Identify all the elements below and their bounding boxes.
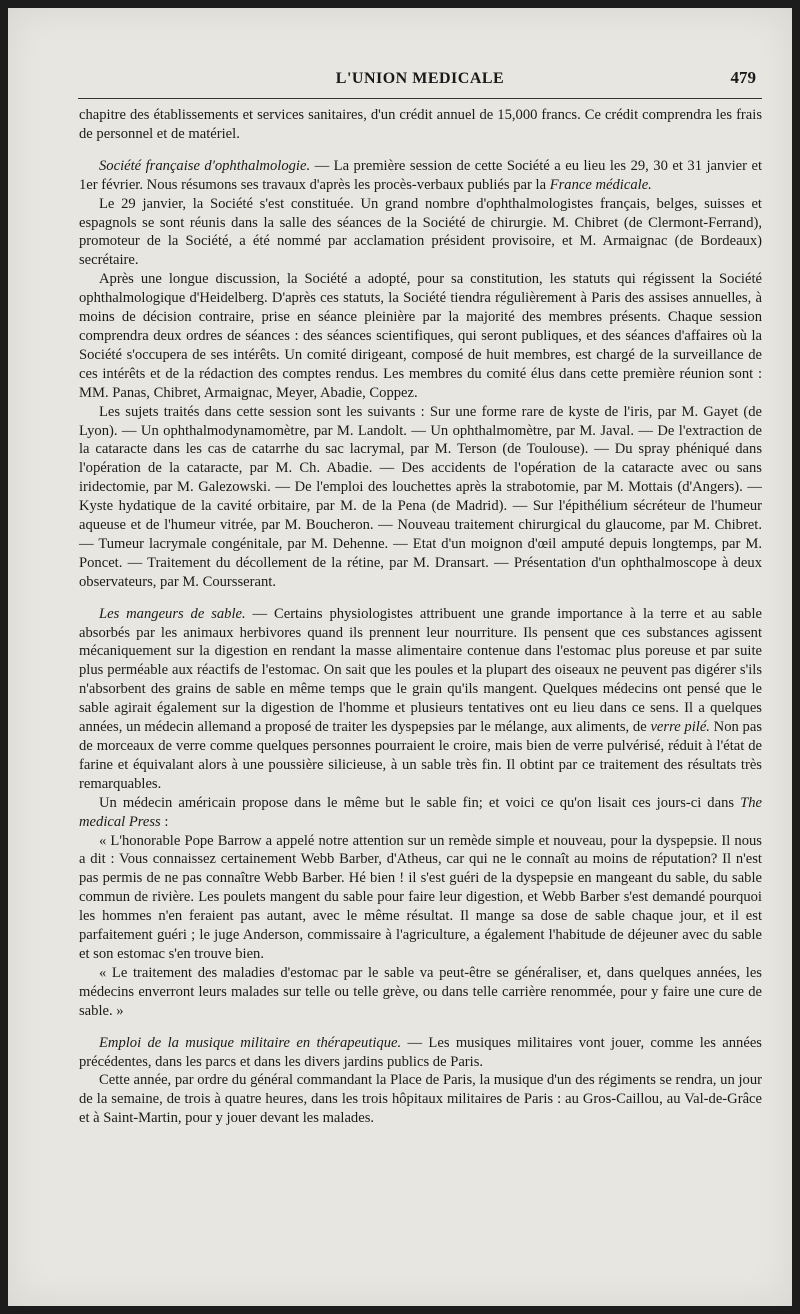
paragraph-text: — La première session de cette Société a eu lieu les 29, 30 et 31 janvier et 1er février. Nous résumons ses travaux d'après les procès-verbaux publiés par la: [79, 157, 763, 193]
section-title-ophthalmology: Société française d'ophthalmologie.: [99, 157, 311, 174]
paragraph-text: — Certains physiologistes attribuent une grande importance à la terre et au sable absorbés par les animaux herbivores quand ils prennent leur nourriture. Ils pensent que ces substances agissent mécaniquement sur la digestion en rendant la masse alimentaire contenue dans l'estomac plus poreuse et par suite plus perméable aux réactifs de l'estomac. On sait que les poules et la plupart des oiseaux ne peuvent pas digérer s'ils n'absorbent des grains de sable en même temps que le grain qu'ils mangent. Quelques médecins ont pensé que le sable agirait également sur la digestion de l'homme et plusieurs tentatives ont eu lieu dans ce sens. Il a quelques années, un médecin allemand a proposé de traiter les dyspepsies par le mélange, aux aliments, de: [79, 605, 762, 736]
page-header: [78, 66, 762, 99]
paragraph-text: Un médecin américain propose dans le même but le sable fin; et voici ce qu'on lisait ces jours-ci dans: [99, 794, 741, 811]
paragraph-military-music: [79, 1034, 762, 1072]
paragraph-text: — Les musiques militaires vont jouer, comme les années précédentes, dans les parcs et dans les divers jardins publics de Paris.: [79, 1034, 762, 1070]
paragraph-subjects: Les sujets traités dans cette session sont les suivants : Sur une forme rare de kyste de l'iris, par M. Gayet (de Lyon). — Un ophthalmodynamomètre, par M. Landolt. — Un ophthalmomètre, par M. Javal. — De l'extraction de la cataracte dans les cas de catarrhe du sac lacrymal, par M. Terson (de Toulouse). — Du spray phéniqué dans l'opération de la cataracte, par M. Ch. Abadie. — Des accidents de l'opération de la cataracte avec ou sans iridectomie, par M. Galezowski. — De l'emploi des louchettes après la strabotomie, par M. Mottais (d'Angers). — Kyste hydatique de la cavité orbitaire, par M. de la Pena (de Madrid). — Sur l'épithélium sécréteur de l'humeur aqueuse et de l'humeur vitrée, par M. Boucheron. — Nouveau traitement chirurgical du glaucome, par M. Chibret. — Tumeur lacrymale congénitale, par M. Dehenne. — Etat d'un moignon d'œil amputé depuis longtemps, par M. Poncet. — Traitement du décollement de la rétine, par M. Dransart. — Présentation d'un ophthalmoscope à deux observateurs, par M. Coursserant.: [79, 403, 762, 590]
article-body: [79, 106, 762, 1128]
section-title-sand-eaters: Les mangeurs de sable.: [99, 605, 246, 622]
page-number: 479: [730, 68, 756, 87]
paragraph-hospitals: Cette année, par ordre du général commandant la Place de Paris, la musique d'un des régiments se rendra, un jour de la semaine, de trois à quatre heures, dans les trois hôpitaux militaires de Paris : au Gros-Caillou, au Val-de-Grâce et à Saint-Martin, pour y jouer devant les malades.: [79, 1072, 762, 1127]
paragraph-quote-barrow: « L'honorable Pope Barrow a appelé notre attention sur un remède simple et nouveau, pour la dyspepsie. Il nous a dit : Vous connaissez certainement Webb Barber, d'Atheus, car qui ne le connaît au moins de réputation? Il n'est pas permis de ne pas connaître Webb Barber. Hé bien ! il s'est guéri de la dyspepsie en mangeant du sable, du sable commun de rivière. Les poulets mangent du sable pour faire leur digestion, et Webb Barber s'est demandé pourquoi les hommes n'en feraient pas autant, avec le même résultat. Il mange sa dose de sable chaque jour, et il est parfaitement guéri ; le juge Anderson, commissaire à l'agriculture, a également l'habitude de déjeuner avec du sable et son estomac s'en trouve bien.: [79, 832, 762, 962]
paragraph-text: Non pas de morceaux de verre comme quelques personnes pourraient le croire, mais bien de verre pulvérisé, réduit à l'état de farine et équivalant alors à une poussière silicieuse, à un sable très fin. Il obtint par ce traitement des résultats très remarquables.: [79, 719, 762, 792]
scanned-page: [8, 8, 792, 1306]
paragraph-sand-eaters: [79, 605, 762, 794]
paragraph-continuation: chapitre des établissements et services sanitaires, d'un crédit annuel de 15,000 francs. Ce crédit comprendra les frais de personnel et de matériel.: [79, 107, 762, 142]
paragraph-quote-treatment: « Le traitement des maladies d'estomac par le sable va peut-être se généraliser, et, dans quelques années, les médecins enverront leurs malades sur telle ou telle grève, ou dans telle carrière renommée, pour y faire une cure de sable. »: [79, 964, 762, 1019]
section-title-military-music: Emploi de la musique militaire en thérapeutique.: [99, 1034, 402, 1051]
paragraph-statutes: Après une longue discussion, la Société a adopté, pour sa constitution, les statuts qui régissent la Société ophthalmologique d'Heidelberg. D'après ces statuts, la Société tiendra régulièrement à Paris des assises annuelles, à moins de décision contraire, prise en séance pleinière par la majorité des membres présents. Chaque session comprendra deux ordres de séances : des séances scientifiques, qui seront publiques, et des séances d'affaires où la Société s'occupera de ses intérêts. Un comité dirigeant, composé de huit membres, est chargé de la surveillance de ces intérêts et de la rédaction des comptes rendus. Les membres du comité élus dans cette première réunion sont : MM. Panas, Chibret, Armaignac, Meyer, Abadie, Coppez.: [79, 271, 762, 401]
journal-title: The medical Press: [79, 794, 762, 830]
paragraph-text: :: [160, 813, 169, 830]
paragraph-constitution: Le 29 janvier, la Société s'est constituée. Un grand nombre d'ophthalmologistes français, belges, suisses et espagnols se sont réunis dans la salle des séances de la Société de chirurgie. M. Chibret (de Clermont-Ferrand), promoteur de la Société, a été nommé par acclamation président provisoire, et M. Armaignac (de Bordeaux) secrétaire.: [79, 195, 762, 269]
paragraph-ophthalmology-society: [79, 157, 762, 195]
source-title: France médicale.: [549, 176, 652, 193]
paragraph-american-doctor: [79, 794, 762, 832]
running-title: L'UNION MEDICALE: [335, 70, 505, 87]
emphasis-term: verre pilé.: [650, 719, 710, 736]
